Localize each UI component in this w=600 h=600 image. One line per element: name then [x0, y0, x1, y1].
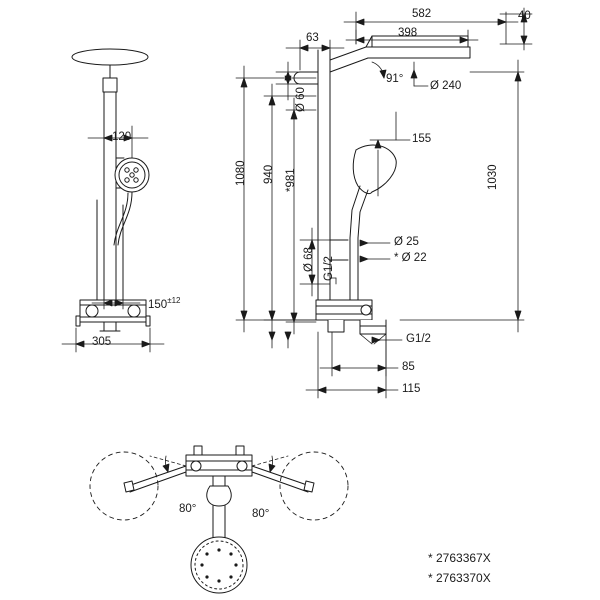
dim-label-981: *981 — [285, 168, 297, 192]
dim-angle-80-left — [150, 456, 186, 472]
dim-label-dia-22: * Ø 22 — [394, 252, 427, 264]
dim-1030 — [400, 60, 524, 332]
leader-g12-lower — [360, 334, 402, 344]
dim-305 — [62, 328, 164, 352]
dim-940 — [264, 84, 316, 332]
dim-label-80-deg-right: 80° — [252, 508, 270, 520]
dim-label-1030: 1030 — [487, 164, 499, 190]
dim-981 — [286, 98, 316, 334]
dim-label-dia-240: Ø 240 — [430, 80, 462, 92]
dim-label-120: 120 — [112, 131, 132, 143]
dim-label-85: 85 — [402, 361, 415, 373]
dim-label-dia-60: Ø 60 — [295, 87, 307, 112]
dim-label-40: 40 — [518, 10, 531, 22]
dim-label-115: 115 — [402, 383, 421, 395]
dim-label-91-deg: 91° — [386, 73, 404, 85]
dim-label-g12-lower: G1/2 — [406, 333, 431, 345]
dim-label-63: 63 — [306, 32, 319, 44]
base-tick-marks — [269, 332, 291, 348]
dim-label-155: 155 — [412, 133, 432, 145]
dim-label-dia-25: Ø 25 — [394, 236, 419, 248]
dim-dia-240 — [411, 62, 428, 86]
dim-label-dia-68: Ø 68 — [303, 247, 315, 272]
product-code-1: * 2763367X — [428, 551, 491, 565]
dim-label-582: 582 — [412, 8, 432, 20]
dim-115 — [306, 332, 398, 398]
dim-label-940: 940 — [263, 164, 275, 184]
dim-label-150 — [148, 297, 180, 311]
dim-label-305: 305 — [92, 336, 112, 348]
dim-dia-22 — [360, 256, 390, 262]
dim-label-g12-upper: G1/2 — [323, 256, 335, 281]
dim-label-1080: 1080 — [235, 160, 247, 186]
dim-label-150-tolerance: ±12 — [167, 296, 181, 305]
left-view-product-outline — [72, 49, 150, 331]
dim-angle-80-right — [252, 456, 288, 472]
product-code-2: * 2763370X — [428, 571, 491, 585]
dim-label-80-deg-left: 80° — [179, 503, 197, 515]
dim-dia-25 — [360, 240, 390, 246]
dim-label-398: 398 — [398, 27, 418, 39]
dim-63 — [286, 40, 344, 70]
dim-angle-91 — [372, 62, 386, 78]
dim-label-150-value: 150 — [148, 298, 168, 311]
